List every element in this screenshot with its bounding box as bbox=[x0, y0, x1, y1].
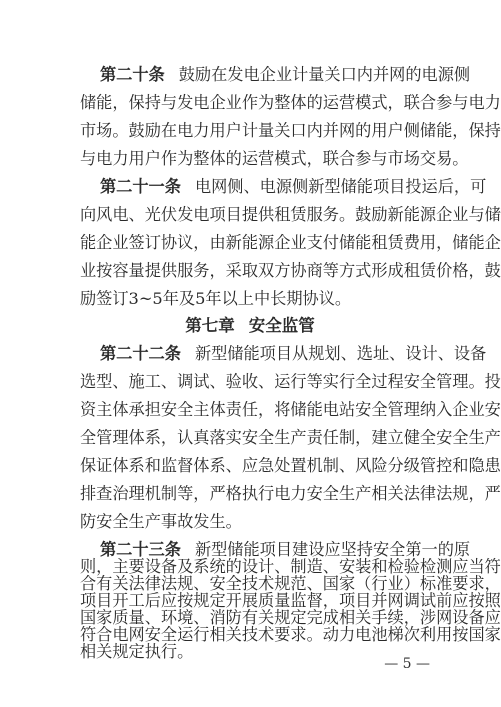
article-20-line-1 bbox=[100, 65, 471, 85]
article-number: 第二十三条 bbox=[100, 540, 181, 559]
article-22-line-1 bbox=[100, 344, 487, 364]
article-text: 新型储能项目建设应坚持安全第一的原 bbox=[194, 540, 471, 559]
article-23-line-4: 项目开工后应按规定开展质量监督，项目并网调试前应按照 bbox=[80, 591, 501, 610]
article-number: 第二十一条 bbox=[100, 177, 181, 196]
page-number: — 5 — bbox=[384, 656, 430, 672]
article-21-line-4: 业按容量提供服务，采取双方协商等方式形成租赁价格，鼓 bbox=[80, 261, 501, 280]
article-text: 鼓励在发电企业计量关口内并网的电源侧 bbox=[178, 65, 471, 84]
article-23-line-5: 国家质量、环境、消防有关规定完成相关手续，涉网设备应 bbox=[80, 608, 501, 627]
article-21-line-3: 能企业签订协议，由新能源企业支付储能租赁费用，储能企 bbox=[80, 233, 501, 252]
article-text: 新型储能项目从规划、选址、设计、设备 bbox=[194, 344, 487, 363]
chapter-title: 安全监管 bbox=[248, 316, 315, 335]
article-23-line-6: 符合电网安全运行相关技术要求。动力电池梯次利用按国家 bbox=[80, 625, 501, 644]
article-23-line-7: 相关规定执行。 bbox=[80, 642, 194, 661]
article-22-line-2: 选型、施工、调试、验收、运行等实行全过程安全管理。投 bbox=[80, 372, 501, 391]
article-21-line-1 bbox=[100, 177, 487, 197]
article-20-line-4: 与电力用户作为整体的运营模式，联合参与市场交易。 bbox=[80, 149, 469, 168]
article-22-line-7: 防安全生产事故发生。 bbox=[80, 512, 242, 531]
article-23-line-3: 合有关法律法规、安全技术规范、国家（行业）标准要求， bbox=[80, 574, 501, 593]
chapter-heading bbox=[0, 316, 500, 336]
article-22-line-6: 排查治理机制等，严格执行电力安全生产相关法律法规，严 bbox=[80, 484, 501, 503]
article-22-line-4: 全管理体系，认真落实安全生产责任制，建立健全安全生产 bbox=[80, 428, 501, 447]
article-21-line-5: 励签订3~5年及5年以上中长期协议。 bbox=[80, 289, 352, 308]
article-22-line-3: 资主体承担安全主体责任，将储能电站安全管理纳入企业安 bbox=[80, 400, 501, 419]
chapter-number: 第七章 bbox=[185, 316, 235, 335]
article-text: 电网侧、电源侧新型储能项目投运后，可 bbox=[194, 177, 487, 196]
article-20-line-3: 市场。鼓励在电力用户计量关口内并网的用户侧储能，保持 bbox=[80, 121, 501, 140]
article-20-line-2: 储能，保持与发电企业作为整体的运营模式，联合参与电力 bbox=[80, 93, 501, 112]
article-number: 第二十二条 bbox=[100, 344, 181, 363]
article-23-line-2: 则，主要设备及系统的设计、制造、安装和检验检测应当符 bbox=[80, 557, 501, 576]
article-number: 第二十条 bbox=[100, 65, 165, 84]
article-21-line-2: 向风电、光伏发电项目提供租赁服务。鼓励新能源企业与储 bbox=[80, 205, 501, 224]
article-22-line-5: 保证体系和监督体系、应急处置机制、风险分级管控和隐患 bbox=[80, 456, 501, 475]
